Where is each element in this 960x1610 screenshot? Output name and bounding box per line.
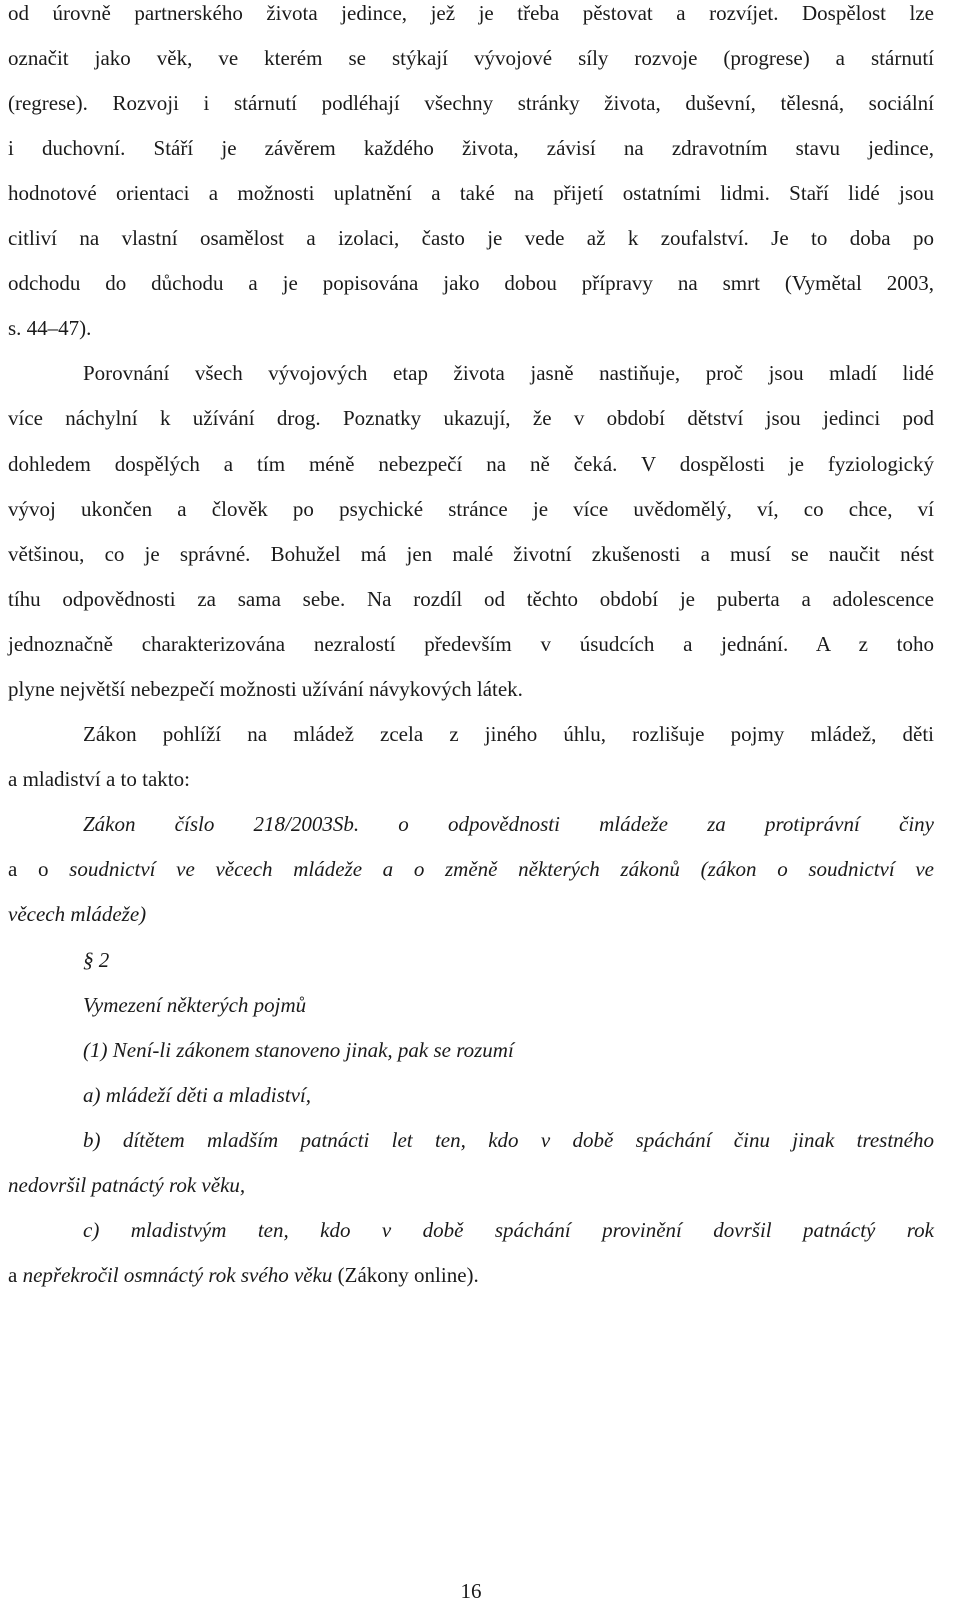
- text-line: označit jako věk, ve kterém se stýkají vývojové síly rozvoje (progrese) a stárnutí: [8, 46, 934, 70]
- law-title-prefix: a o: [8, 857, 70, 881]
- text-line: jednoznačně charakterizována nezralostí především v úsudcích a jednání. A z toho: [8, 632, 934, 656]
- law-item-c-continuation: [8, 1263, 934, 1287]
- law-item-a: a) mládeží děti a mladiství,: [83, 1083, 312, 1107]
- text-line: citliví na vlastní osamělost a izolaci, často je vede až k zoufalství. Je to doba po: [8, 226, 934, 250]
- text-line: vývoj ukončen a člověk po psychické stránce je více uvědomělý, ví, co chce, ví: [8, 497, 934, 521]
- law-section-number: § 2: [83, 948, 110, 972]
- text-line: většinou, co je správné. Bohužel má jen malé životní zkušenosti a musí se naučit nést: [8, 542, 934, 566]
- law-title-end: věcech mládeže): [8, 902, 147, 926]
- text-line: (regrese). Rozvoji i stárnutí podléhají všechny stránky života, duševní, tělesná, sociální: [8, 91, 934, 115]
- law-item-c: c) mladistvým ten, kdo v době spáchání provinění dovršil patnáctý rok: [83, 1218, 934, 1242]
- text-line: plyne největší nebezpečí možnosti užívání návykových látek.: [8, 677, 523, 701]
- text-line: tíhu odpovědnosti za sama sebe. Na rozdíl od těchto období je puberta a adolescence: [8, 587, 934, 611]
- law-item-b: b) dítětem mladším patnácti let ten, kdo v době spáchání činu jinak trestného: [83, 1128, 934, 1152]
- law-citation: (Zákony online).: [332, 1263, 479, 1287]
- text-line: Zákon pohlíží na mládež zcela z jiného úhlu, rozlišuje pojmy mládež, děti: [83, 722, 934, 746]
- text-line: a mladiství a to takto:: [8, 767, 190, 791]
- text-line: i duchovní. Stáří je závěrem každého života, závisí na zdravotním stavu jedince,: [8, 136, 934, 160]
- law-item-b-continuation: nedovršil patnáctý rok věku,: [8, 1173, 246, 1197]
- text-line: od úrovně partnerského života jedince, jež je třeba pěstovat a rozvíjet. Dospělost lze: [8, 1, 934, 25]
- text-line: dohledem dospělých a tím méně nebezpečí na ně čeká. V dospělosti je fyziologický: [8, 452, 934, 476]
- text-line: s. 44–47).: [8, 316, 92, 340]
- page-number: 16: [460, 1579, 482, 1603]
- law-item-c-prefix: a: [8, 1263, 23, 1287]
- text-line: více náchylní k užívání drog. Poznatky ukazují, že v období dětství jsou jedinci pod: [8, 406, 934, 430]
- law-item-c-italic: nepřekročil osmnáctý rok svého věku: [22, 1263, 333, 1287]
- text-line: Porovnání všech vývojových etap života jasně nastiňuje, proč jsou mladí lidé: [83, 361, 934, 385]
- law-item-1: (1) Není-li zákonem stanoveno jinak, pak se rozumí: [83, 1038, 514, 1062]
- law-section-heading: Vymezení některých pojmů: [83, 993, 307, 1017]
- text-line: odchodu do důchodu a je popisována jako dobou přípravy na smrt (Vymětal 2003,: [8, 271, 934, 295]
- text-line: hodnotové orientaci a možnosti uplatnění a také na přijetí ostatními lidmi. Staří lidé jsou: [8, 181, 934, 205]
- law-title-rest: soudnictví ve věcech mládeže a o změně některých zákonů (zákon o soudnictví ve: [69, 857, 935, 881]
- law-title-continuation: [8, 857, 934, 881]
- law-title-line: Zákon číslo 218/2003Sb. o odpovědnosti mládeže za protiprávní činy: [83, 812, 934, 836]
